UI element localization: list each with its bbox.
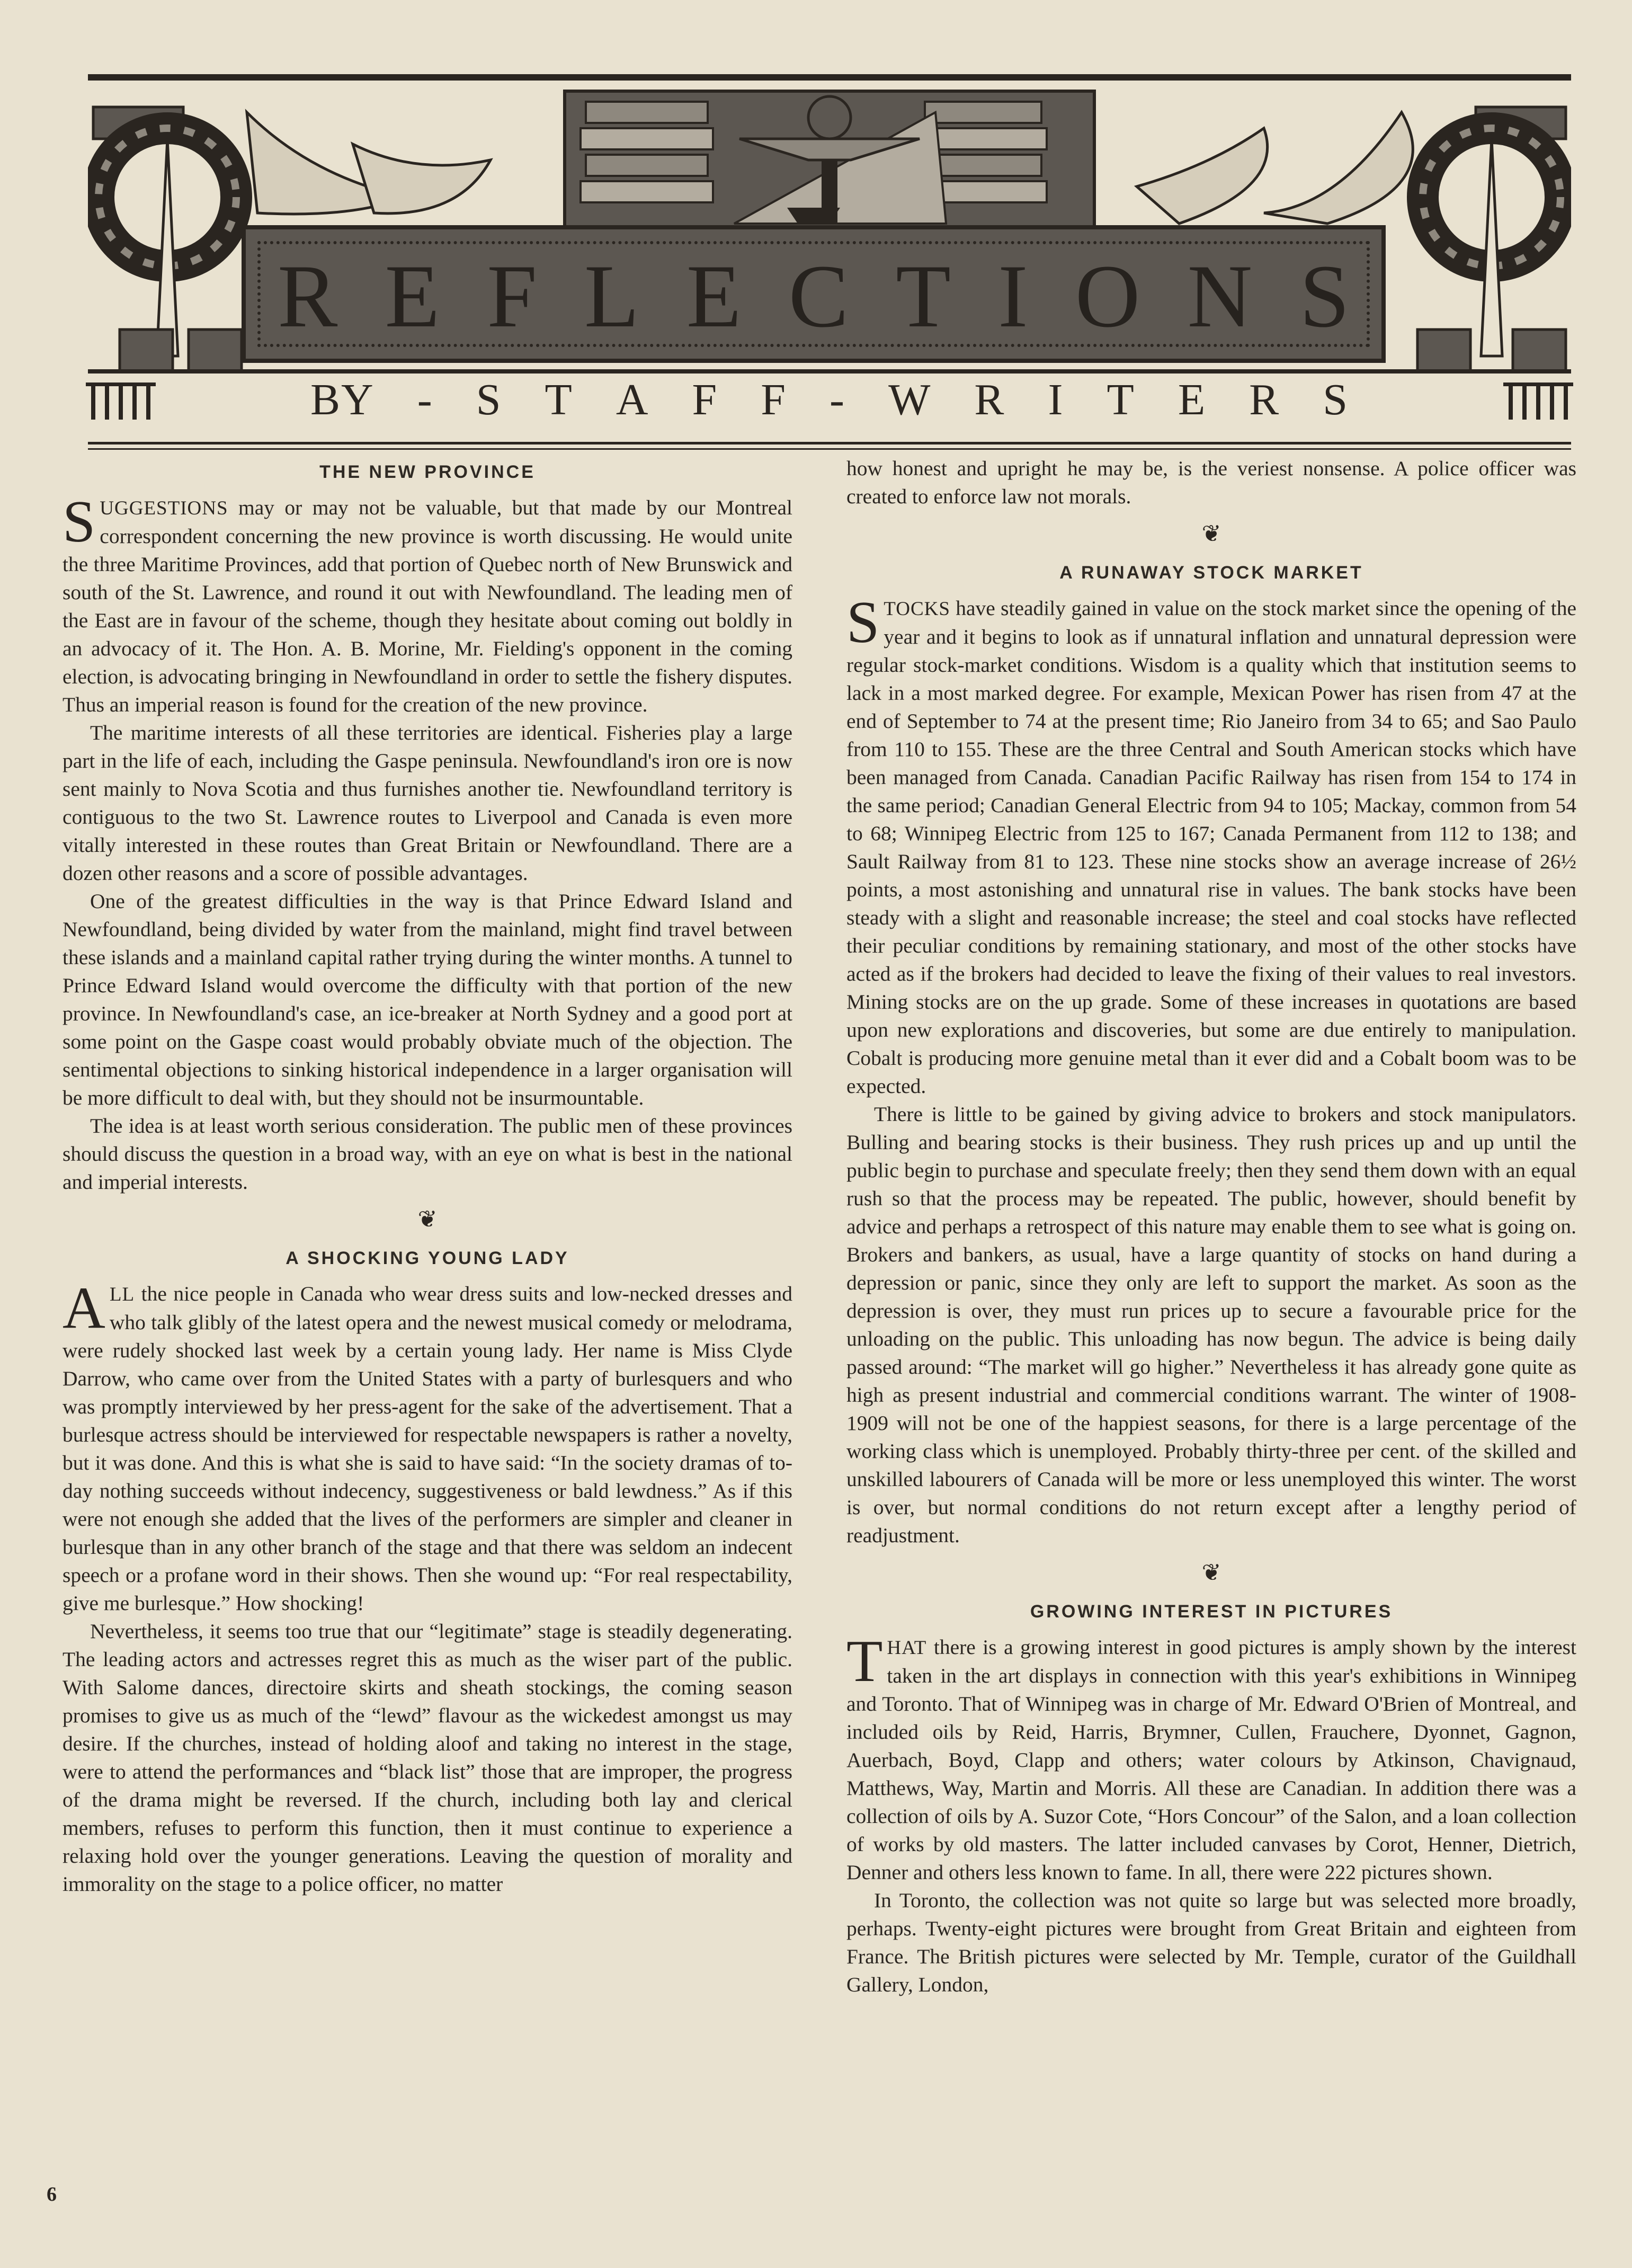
byline-word: E — [1178, 375, 1207, 424]
article-paragraph: There is little to be gained by giving advice to brokers and stock manipulators. Bulling and bearing stocks is their business. They rush prices up and up until the public begin to purchase and speculate freely; then they send them down with an equal rush so that the process may be repeated. The public, however, should benefit by advice and perhaps a retrospect of this nature may enable them to see what is going on. Brokers and bankers, as usual, have a large quantity of stocks on hand during a depression or panic, since they only are left to support the market. As soon as the depression is over, they must run prices up to secure a favourable price for the unloading on the public. This unloading has now begun. The advice is being daily passed around: “The market will go higher.” Nevertheless it has already gone quite as high as present industrial and commercial conditions warrant. The winter of 1908-1909 will not be one of the happiest seasons, for there is a large percentage of the working class which is unemployed. Probably thirty-three per cent. of the skilled and unskilled labourers of Canada will be more or less unemployed this winter. The worst is over, but normal conditions do not return except after a lengthy period of readjustment. — [846, 1102, 1576, 1547]
byline-word: - — [417, 375, 433, 424]
masthead-title — [278, 246, 1350, 346]
byline-word: F — [761, 375, 787, 424]
lead-word: LL — [109, 1284, 135, 1305]
byline-word: W — [888, 375, 932, 424]
drop-cap: S — [846, 590, 880, 655]
lead-word: UGGESTIONS — [100, 497, 228, 519]
article-title: A RUNAWAY STOCK MARKET — [1059, 563, 1363, 583]
title-letter: O — [1075, 246, 1140, 346]
article-paragraph — [63, 1275, 792, 1617]
article-paragraph — [846, 1629, 1577, 1887]
article-paragraph — [846, 590, 1577, 1100]
drop-cap: S — [63, 489, 96, 555]
article-title: GROWING INTEREST IN PICTURES — [1030, 1602, 1393, 1622]
left-wreath-icon — [93, 107, 242, 372]
article-paragraph: Nevertheless, it seems too true that our “legitimate” stage is steadily degenerating. The leading actors and actresses regret this as much as the wiser part of the public. With Salome dances, directoire skirts and sheath stockings, the coming season promises to give us as much of the “lewd” flavour as the wickedest amongst us may desire. If the churches, instead of holding aloof and taking no interest in the stage, were to attend the performances and “black list” those that are improper, the progress of the drama might be reversed. If the church, including both lay and clerical members, refuses to perform this function, then it must continue to experience a relaxing hold over the younger generations. Leaving the question of morality and immorality on the stage to a police officer, no matter — [63, 1620, 792, 1896]
right-column — [846, 455, 1576, 1999]
title-letter: E — [385, 246, 440, 346]
title-letter: I — [998, 246, 1028, 346]
title-letter: S — [1299, 246, 1350, 346]
byline — [310, 371, 1349, 429]
drop-cap: T — [846, 1629, 883, 1694]
page-number: 6 — [47, 2183, 57, 2205]
article-paragraph: One of the greatest difficulties in the way is that Prince Edward Island and Newfoundland, being divided by water from the mainland, might find travel between these islands and a mainland capital rather trying during the winter months. A tunnel to Prince Edward Island would overcome the difficulty with that portion of the new province. In Newfoundland's case, an ice-breaker at North Sydney and a good port at some point on the Gaspe coast would probably obviate much of the objection. The sentimental objections to sinking historical independence in a larger organisation will be more difficult to deal with, but they should not be insurmountable. — [63, 890, 792, 1109]
byline-rule — [88, 442, 1571, 444]
byline-word: - — [830, 375, 846, 424]
title-letter: C — [788, 246, 849, 346]
byline-word: F — [692, 375, 718, 424]
article-paragraph — [63, 489, 793, 719]
title-letter: N — [1187, 246, 1253, 346]
byline-word: I — [1048, 375, 1064, 424]
article-title: A SHOCKING YOUNG LADY — [286, 1248, 569, 1268]
title-letter: L — [584, 246, 639, 346]
byline-word: BY — [310, 375, 374, 424]
byline-word: S — [476, 375, 502, 424]
fleuron-icon: ❦ — [1201, 521, 1221, 547]
books-lamp-icon — [565, 91, 1094, 234]
article-paragraph: In Toronto, the collection was not quite so large but was selected more broadly, perhaps. Twenty-eight pictures were brought from Great Britain and eighteen from France. The British pictures were selected by Mr. Temple, curator of the Guildhall Gallery, London, — [846, 1889, 1576, 1996]
right-wreath-icon — [1417, 107, 1566, 372]
masthead-title-panel — [242, 225, 1386, 363]
masthead — [88, 74, 1571, 424]
lead-word: HAT — [887, 1637, 927, 1659]
fleuron-icon: ❦ — [417, 1206, 438, 1232]
byline-word: R — [974, 375, 1005, 424]
masthead-top-rule — [88, 74, 1571, 81]
byline-word: S — [1323, 375, 1349, 424]
byline-word: T — [545, 375, 573, 424]
byline-word: R — [1249, 375, 1280, 424]
byline-word: T — [1107, 375, 1135, 424]
paragraph-text: there is a growing interest in good pictures is amply shown by the interest taken in the art displays in connection with this year's exhibitions in Winnipeg and Toronto. That of Winnipeg was in charge of Mr. Edward O'Brien of Montreal, and included oils by Reid, Harris, Brymner, Cullen, Frauchere, Dyonnet, Gagnon, Auerbach, Boyd, Clapp and others; water colours by Atkinson, Chavignaud, Matthews, Way, Martin and Morris. All these are Canadian. In addition there was a collection of oils by A. Suzor Cote, “Hors Concour” of the Salon, and a loan collection of works by old masters. The latter included canvases by Corot, Henner, Dietrich, Denner and others less known to fame. In all, there were 222 pictures shown. — [846, 1635, 1577, 1884]
fleuron-icon: ❦ — [1201, 1560, 1221, 1586]
title-letter: F — [487, 246, 537, 346]
drop-cap: A — [63, 1275, 105, 1341]
byline-word: A — [616, 375, 649, 424]
byline-row — [88, 371, 1571, 434]
lead-word: TOCKS — [884, 598, 950, 620]
article-paragraph: The idea is at least worth serious consideration. The public men of these provinces should discuss the question in a broad way, with an eye on what is best in the national and imperial interests. — [63, 1114, 792, 1194]
article-title: THE NEW PROVINCE — [319, 462, 536, 482]
left-column — [63, 449, 792, 1898]
paragraph-text: the nice people in Canada who wear dress suits and low-necked dresses and who talk glibly of the latest opera and the newest musical comedy or melodrama, were rudely shocked last week by a certain young lady. Her name is Miss Clyde Darrow, who came over from the United States with a party of burlesquers and who was promptly interviewed by her press-agent for the sake of the advertisement. That a burlesque actress should be interviewed for respectable newspapers is rather a novelty, but it was done. And this is what she is said to have said: “In the society dramas of to-day nothing succeeds without indecency, suggestiveness or bald lewdness.” As if this were not enough she added that the lives of the performers are simpler and cleaner in burlesque than in any other branch of the stage and that there was seldom an indecent speech or a profane word in their shows. Then she wound up: “For real respectability, give me burlesque.” How shocking! — [63, 1282, 792, 1615]
title-letter: R — [278, 246, 338, 346]
paragraph-text: may or may not be valuable, but that made by our Montreal correspondent concerning the new province is worth discussing. He would unite the three Maritime Provinces, add that portion of Quebec north of New Brunswick and south of the St. Lawrence, and round it out with Newfoundland. The leading men of the East are in favour of the scheme, though they hesitate about coming out boldly in an advocacy of it. The Hon. A. B. Morine, Mr. Fielding's opponent in the coming election, is advocating bringing in Newfoundland in order to settle the fishery disputes. Thus an imperial reason is found for the creation of the new province. — [63, 496, 793, 716]
article-continuation: how honest and upright he may be, is the veriest nonsense. A police officer was created to enforce law not morals. — [846, 457, 1576, 508]
right-ornament-icon — [1509, 383, 1568, 420]
left-ornament-icon — [91, 383, 150, 420]
title-letter: E — [686, 246, 742, 346]
article-paragraph: The maritime interests of all these territories are identical. Fisheries play a large part in the life of each, including the Gaspe peninsula. Newfoundland's iron ore is now sent mainly to Nova Scotia and thus furnishes another tie. Newfoundland territory is contiguous to the two St. Lawrence routes to Liverpool and Canada is even more vitally interested in these routes than Great Britain or Newfoundland. There are a dozen other reasons and a score of possible advantages. — [63, 721, 792, 885]
title-letter: T — [896, 246, 951, 346]
paragraph-text: have steadily gained in value on the stock market since the opening of the year and it begins to look as if unnatural inflation and unnatural depression were regular stock-market conditions. Wisdom is a quality which that institution seems to lack in a most marked degree. For example, Mexican Power has risen from 47 at the end of September to 74 at the present time; Rio Janeiro from 34 to 65; and Sao Paulo from 110 to 155. These are the three Central and South American stocks which have been managed from Canada. Canadian Pacific Railway has risen from 154 to 174 in the same period; Canadian General Electric from 94 to 105; Mackay, common from 54 to 68; Winnipeg Electric from 125 to 167; Canada Permanent from 112 to 138; and Sault Railway from 81 to 123. These nine stocks show an average increase of 26½ points, a most astonishing and unnatural rise in values. The bank stocks have been steady with a slight and reasonable increase; the steel and coal stocks have reflected their peculiar conditions by remaining stationary, and most of the other stocks have acted as if the brokers had decided to leave the fixing of their values to real investors. Mining stocks are on the up grade. Some of these increases in quotations are based upon new explorations and discoveries, but some are due entirely to manipulation. Cobalt is producing more genuine metal than it ever did and a Cobalt boom was to be expected. — [846, 597, 1577, 1098]
